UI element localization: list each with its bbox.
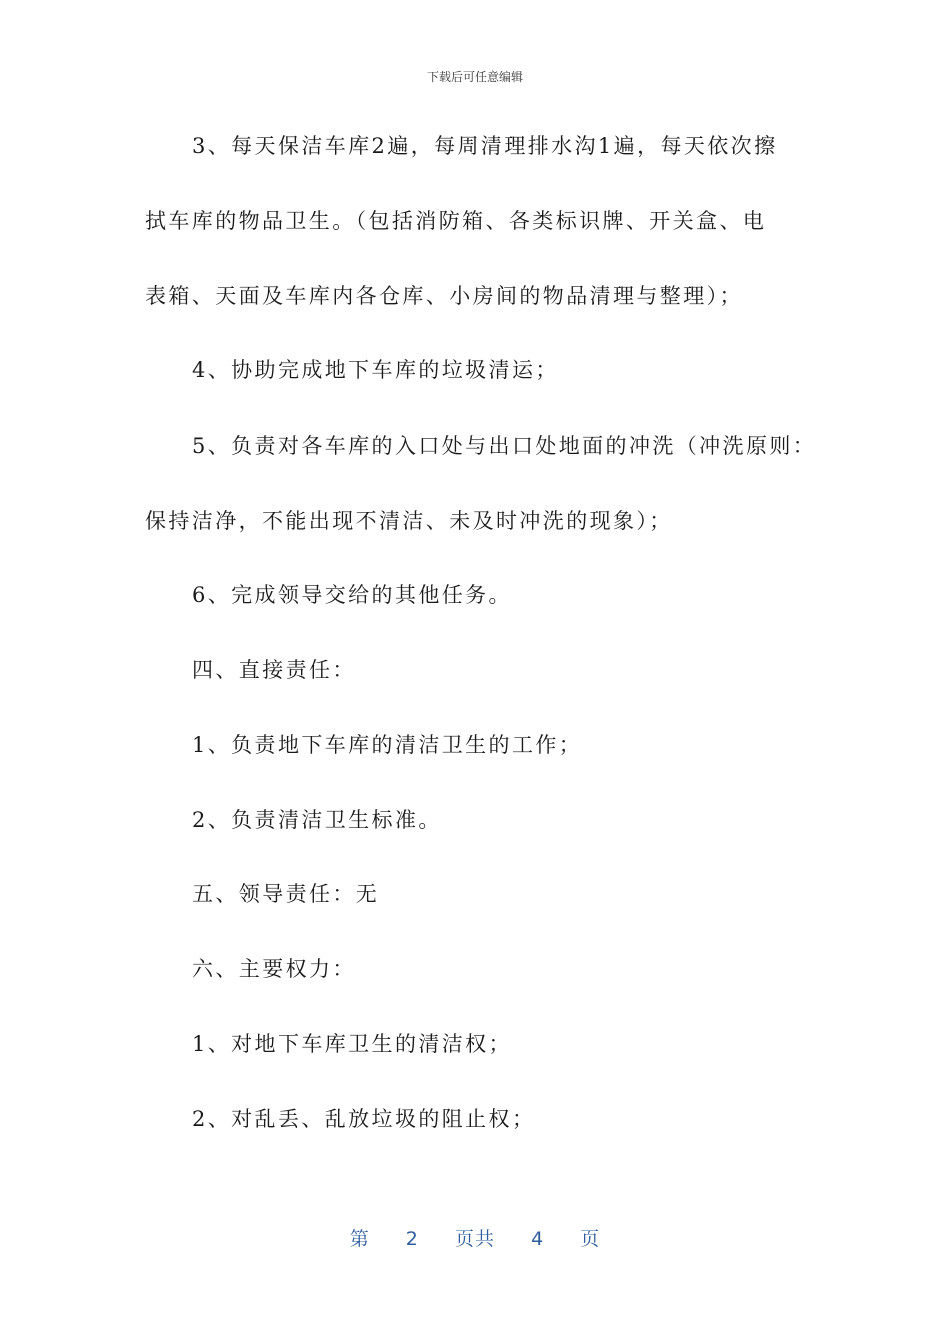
section-heading: 四、直接责任：	[192, 658, 356, 682]
paragraph-line: 2、负责清洁卫生标准。	[192, 808, 442, 832]
section-heading: 五、领导责任：无	[192, 882, 380, 906]
paragraph-line: 3、每天保洁车库2遍，每周清理排水沟1遍，每天依次擦	[192, 134, 778, 158]
paragraph-line: 4、协助完成地下车库的垃圾清运；	[192, 358, 559, 382]
paragraph-line: 6、完成领导交给的其他任务。	[192, 583, 512, 607]
page-mid: 页共	[454, 1228, 495, 1250]
paragraph-line: 1、负责地下车库的清洁卫生的工作；	[192, 733, 583, 757]
paragraph-line: 拭车库的物品卫生。（包括消防箱、各类标识牌、开关盒、电	[145, 209, 767, 233]
header-note: 下载后可任意编辑	[426, 70, 523, 84]
paragraph-line: 1、对地下车库卫生的清洁权；	[192, 1032, 512, 1056]
page-total: 4	[531, 1228, 545, 1250]
paragraph-line: 表箱、天面及车库内各仓库、小房间的物品清理与整理）；	[145, 284, 743, 308]
paragraph-line: 保持洁净，不能出现不清洁、未及时冲洗的现象）；	[145, 509, 673, 533]
page-number	[0, 1224, 950, 1251]
paragraph-line: 5、负责对各车库的入口处与出口处地面的冲洗（冲洗原则：	[192, 434, 817, 458]
page-prefix: 第	[349, 1228, 370, 1250]
section-heading: 六、主要权力：	[192, 957, 356, 981]
page-current: 2	[405, 1228, 419, 1250]
paragraph-line: 2、对乱丢、乱放垃圾的阻止权；	[192, 1107, 536, 1131]
page-suffix: 页	[580, 1228, 601, 1250]
